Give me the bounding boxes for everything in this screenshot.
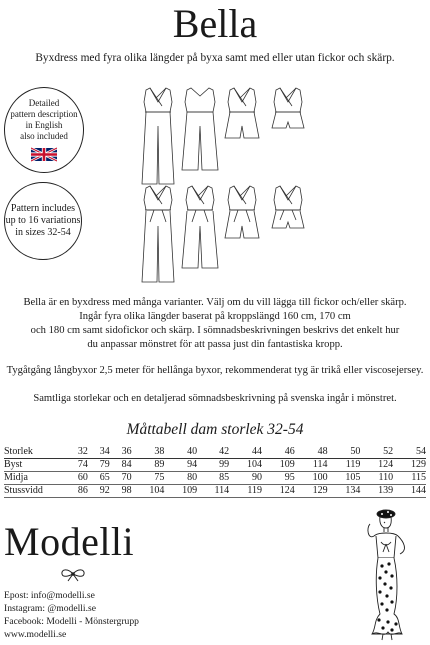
- size-cell: 38: [132, 446, 165, 459]
- badge-line: up to 16 variations: [5, 215, 81, 226]
- english-description-badge: [4, 87, 84, 173]
- contact-instagram[interactable]: Instagram: @modelli.se: [4, 603, 96, 614]
- size-cell: 44: [229, 446, 262, 459]
- table-cell: 104: [229, 459, 262, 472]
- sketch-midcalf-belt: [182, 186, 218, 268]
- table-cell: 139: [360, 485, 393, 498]
- sketch-knee-belt: [225, 186, 259, 238]
- included-note: Samtliga storlekar och en detaljerad sömnadsbeskrivning på svenska ingår i mönstret.: [33, 393, 397, 404]
- table-cell: 98: [110, 485, 132, 498]
- table-cell: 99: [197, 459, 229, 472]
- table-cell: 74: [66, 459, 88, 472]
- size-cell: 36: [110, 446, 132, 459]
- table-cell: 65: [88, 472, 110, 485]
- table-cell: 134: [328, 485, 361, 498]
- size-cell: 32: [66, 446, 88, 459]
- table-cell: 129: [295, 485, 328, 498]
- table-cell: 129: [393, 459, 426, 472]
- table-cell: 114: [197, 485, 229, 498]
- table-cell: 109: [164, 485, 197, 498]
- sketch-long-front: [142, 88, 174, 184]
- table-row: [4, 459, 426, 472]
- badge-line: Pattern includes: [10, 203, 76, 214]
- row-label: Byst: [4, 459, 66, 472]
- table-cell: 114: [295, 459, 328, 472]
- size-cell: 40: [164, 446, 197, 459]
- sketch-knee-front: [225, 88, 259, 138]
- contact-facebook[interactable]: Facebook: Modelli - Mönstergrupp: [4, 616, 139, 627]
- badge-line: Detailed: [28, 98, 60, 108]
- table-cell: 89: [132, 459, 165, 472]
- table-cell: 92: [88, 485, 110, 498]
- table-cell: 119: [328, 459, 361, 472]
- table-cell: 115: [393, 472, 426, 485]
- table-header-label: Storlek: [4, 446, 66, 459]
- sketch-shorts-belt: [272, 186, 304, 228]
- table-cell: 70: [110, 472, 132, 485]
- brand-logo: Modelli: [4, 519, 135, 564]
- table-cell: 75: [132, 472, 165, 485]
- table-cell: 79: [88, 459, 110, 472]
- table-cell: 100: [295, 472, 328, 485]
- badge-line: in sizes 32-54: [15, 227, 71, 238]
- table-cell: 94: [164, 459, 197, 472]
- contact-email[interactable]: Epost: info@modelli.se: [4, 590, 95, 601]
- description-line: Bella är en byxdress med många varianter. Välj om du vill lägga till fickor och/eller skärp.: [23, 297, 407, 308]
- garment-sketches: [140, 86, 315, 286]
- table-cell: 95: [262, 472, 295, 485]
- table-cell: 85: [197, 472, 229, 485]
- uk-flag-icon: [31, 147, 57, 162]
- badge-line: in English: [25, 120, 63, 130]
- table-cell: 110: [360, 472, 393, 485]
- table-cell: 144: [393, 485, 426, 498]
- size-cell: 48: [295, 446, 328, 459]
- badge-line: pattern description: [10, 109, 78, 119]
- description-line: du anpassar mönstret för att passa just din fantastiska kropp.: [87, 339, 343, 350]
- table-cell: 60: [66, 472, 88, 485]
- table-header-row: [4, 446, 426, 459]
- size-cell: 54: [393, 446, 426, 459]
- table-cell: 124: [262, 485, 295, 498]
- description-line: Ingår fyra olika längder baserat på kroppslängd 160 cm, 170 cm: [79, 311, 351, 322]
- table-cell: 80: [164, 472, 197, 485]
- table-cell: 90: [229, 472, 262, 485]
- row-label: Midja: [4, 472, 66, 485]
- table-cell: 105: [328, 472, 361, 485]
- size-table: [4, 446, 426, 498]
- table-row: [4, 472, 426, 485]
- size-cell: 46: [262, 446, 295, 459]
- sketch-shorts-front: [272, 88, 304, 128]
- contact-website[interactable]: www.modelli.se: [4, 629, 67, 640]
- size-cell: 34: [88, 446, 110, 459]
- table-cell: 84: [110, 459, 132, 472]
- row-label: Stussvidd: [4, 485, 66, 498]
- size-cell: 42: [197, 446, 229, 459]
- size-cell: 50: [328, 446, 361, 459]
- sketch-long-belt: [142, 186, 174, 282]
- page-title: Bella: [172, 1, 258, 46]
- size-cell: 52: [360, 446, 393, 459]
- badge-line: also included: [20, 131, 68, 141]
- fabric-requirement: Tygåtgång långbyxor 2,5 meter för hellånga byxor, rekommenderat tyg är trikå eller viscosejersey.: [6, 365, 424, 376]
- woman-illustration: [358, 506, 424, 642]
- size-table-title: Måttabell dam storlek 32-54: [126, 421, 304, 438]
- variations-badge: [4, 182, 82, 260]
- description-line: och 180 cm samt sidofickor och skärp. I sömnadsbeskrivningen beskrivs det enkelt hur: [30, 325, 400, 336]
- page-subtitle: Byxdress med fyra olika längder på byxa samt med eller utan fickor och skärp.: [35, 52, 395, 64]
- table-cell: 119: [229, 485, 262, 498]
- table-row: [4, 485, 426, 498]
- table-cell: 109: [262, 459, 295, 472]
- bow-icon: [58, 568, 88, 582]
- sketch-midcalf-front: [182, 88, 218, 170]
- table-cell: 86: [66, 485, 88, 498]
- table-cell: 104: [132, 485, 165, 498]
- table-cell: 124: [360, 459, 393, 472]
